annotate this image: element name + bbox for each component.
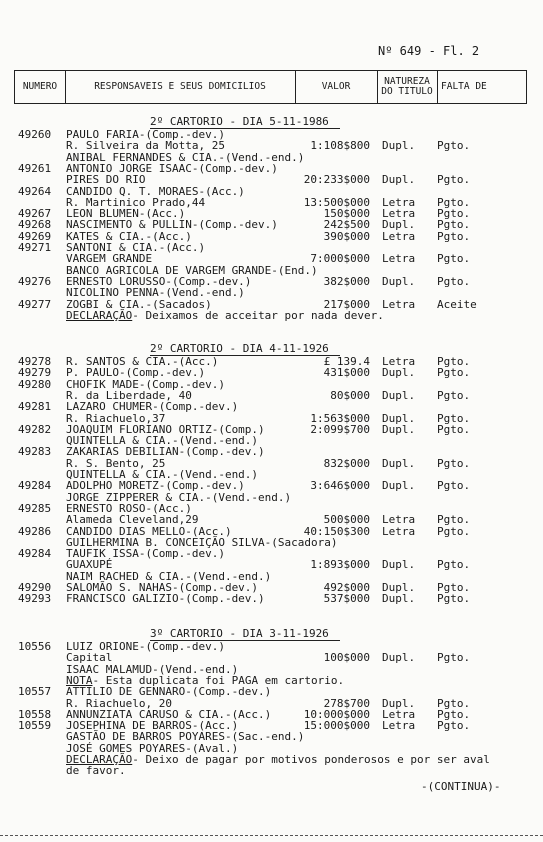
entry-falta: Pgto.	[437, 513, 471, 527]
entry-text: SANTONI & CIA.-(Acc.)	[66, 241, 206, 254]
entry-number: 10559	[18, 719, 52, 733]
entry-text: ZOGBI & CIA.-(Sacados)	[66, 297, 212, 311]
entry-text: KATES & CIA.-(Acc.)	[66, 229, 192, 243]
entry-number: 10558	[18, 707, 52, 721]
entry-text: R. Riachuelo,37	[66, 411, 166, 425]
entry-valor: 10:000$000	[303, 707, 370, 721]
entry-valor: 1:563$000	[310, 411, 370, 425]
entry-text: CHOFIK MADE-(Comp.-dev.)	[66, 377, 225, 391]
entry-text: ISAAC MALAMUD-(Vend.-end.)	[66, 662, 239, 676]
entry-tipo: Letra	[382, 707, 416, 721]
entry-tipo: Dupl.	[382, 558, 416, 572]
entry-text: P. PAULO-(Comp.-dev.)	[66, 366, 206, 380]
entry-tipo: Dupl.	[382, 581, 416, 594]
entry-valor: 2:099$700	[310, 422, 370, 436]
entry-number: 49277	[18, 297, 52, 311]
entry-tipo: Letra	[382, 297, 416, 311]
entry-text: QUINTELLA & CIA.-(Vend.-end.)	[66, 434, 259, 448]
entry-valor: 7:000$000	[310, 252, 370, 266]
entry-text: PAULO FARIA-(Comp.-dev.)	[66, 128, 225, 141]
entry-number: 49261	[18, 161, 52, 175]
entry-tipo: Letra	[382, 195, 416, 209]
entry-number: 49268	[18, 218, 52, 232]
entry-tipo: Dupl.	[382, 139, 416, 153]
entry-falta: Pgto.	[437, 195, 471, 209]
entry-falta: Pgto.	[437, 229, 471, 243]
entry-number: 49283	[18, 445, 52, 459]
entry-falta: Pgto.	[437, 707, 471, 721]
entry-text: R. da Liberdade, 40	[66, 388, 192, 402]
entry-text: ERNESTO ROSO-(Acc.)	[66, 501, 192, 515]
entry-tipo: Dupl.	[382, 456, 416, 470]
entry-falta: Pgto.	[437, 173, 471, 187]
entry-text: R. Martinico Prado,44	[66, 195, 206, 209]
entry-valor: 832$000	[323, 456, 370, 470]
entry-text: R. Riachuelo, 20	[66, 696, 172, 710]
entry-falta: Aceite	[437, 297, 477, 311]
entry-falta: Pgto.	[437, 388, 471, 402]
entry-number: 49276	[18, 274, 52, 288]
entry-number: 10556	[18, 640, 52, 653]
entry-text: ATTILIO DE GENNARO-(Comp.-dev.)	[66, 685, 272, 699]
entry-tipo: Dupl.	[382, 274, 416, 288]
entry-text: BANCO AGRICOLA DE VARGEM GRANDE-(End.)	[66, 263, 318, 277]
entry-tipo: Dupl.	[382, 366, 416, 380]
entry-tipo: Dupl.	[382, 651, 416, 665]
entry-falta: Pgto.	[437, 592, 471, 606]
entry-valor: 500$000	[323, 513, 370, 527]
entry-number: 49281	[18, 400, 52, 414]
entry-text: CANDIDO Q. T. MORAES-(Acc.)	[66, 184, 245, 198]
entry-number: 49284	[18, 547, 52, 561]
entry-text: GUAXUPÉ	[66, 558, 113, 572]
entry-number: 49279	[18, 366, 52, 380]
entry-valor: 13:500$000	[303, 195, 370, 209]
page-number: Nº 649 - Fl. 2	[378, 44, 480, 58]
entry-text: GUILHERMINA B. CONCEIÇÃO SILVA-(Sacadora)	[66, 535, 338, 549]
entry-valor: 3:646$000	[310, 479, 370, 493]
entry-number: 49271	[18, 241, 52, 254]
entry-valor: 390$000	[323, 229, 370, 243]
entry-falta: Pgto.	[437, 456, 471, 470]
entry-falta: Pgto.	[437, 139, 471, 153]
entry-number: 10557	[18, 685, 52, 699]
entry-text: LAZARO CHUMER-(Comp.-dev.)	[66, 400, 239, 414]
entry-text: de favor.	[66, 764, 126, 778]
entry-valor: 100$000	[323, 651, 370, 665]
entry-text: ZAKARIAS DEBILIAN-(Comp.-dev.)	[66, 445, 265, 459]
entry-valor: £ 139.4	[323, 355, 370, 368]
table-header	[14, 70, 527, 104]
entry-valor: 278$700	[323, 696, 370, 710]
entry-falta: Pgto.	[437, 207, 471, 221]
entry-text: QUINTELLA & CIA.-(Vend.-end.)	[66, 468, 259, 481]
entry-tipo: Dupl.	[382, 479, 416, 493]
entry-text: JOSÉ GOMES POYARES-(Aval.)	[66, 741, 239, 755]
entry-valor: 431$000	[323, 366, 370, 380]
entry-tipo: Letra	[382, 719, 416, 733]
entry-valor: 242$500	[323, 218, 370, 232]
entry-tipo: Letra	[382, 252, 416, 266]
entry-falta: Pgto.	[437, 719, 471, 733]
entry-valor: 15:000$000	[303, 719, 370, 733]
entry-falta: Pgto.	[437, 411, 471, 425]
entry-valor: 40:150$300	[303, 524, 370, 538]
section-title: 2º CARTORIO - DIA 5-11-1986	[150, 115, 329, 128]
entry-text: VARGEM GRANDE	[66, 252, 153, 266]
entry-valor: 382$000	[323, 274, 370, 288]
entry-number: 49285	[18, 501, 52, 515]
entry-text: ADOLPHO MORETZ-(Comp.-dev.)	[66, 479, 245, 493]
entry-number: 49290	[18, 581, 52, 594]
entry-falta: Pgto.	[437, 274, 471, 288]
entry-text: NICOLINO PENNA-(Vend.-end.)	[66, 286, 245, 300]
entry-tipo: Dupl.	[382, 592, 416, 606]
entry-valor: 80$000	[330, 388, 370, 402]
entry-valor: 150$000	[323, 207, 370, 221]
entry-number: 49284	[18, 479, 52, 493]
continua-label: -(CONTINUA)-	[421, 780, 501, 793]
entry-number: 49278	[18, 355, 52, 368]
entry-number: 49280	[18, 377, 52, 391]
entry-valor: 20:233$000	[303, 173, 370, 187]
header-responsaveis: RESPONSAVEIS E SEUS DOMICILIOS	[94, 81, 266, 92]
entry-number: 49260	[18, 128, 52, 141]
entry-tipo: Letra	[382, 207, 416, 221]
entry-tipo: Dupl.	[382, 388, 416, 402]
entry-tipo: Letra	[382, 355, 416, 368]
entry-falta: Pgto.	[437, 524, 471, 538]
entry-number: 49264	[18, 184, 52, 198]
entry-valor: 492$000	[323, 581, 370, 594]
entry-valor: 1:108$800	[310, 139, 370, 153]
entry-valor: 217$000	[323, 297, 370, 311]
header-falta: FALTA DE	[441, 81, 487, 92]
entry-text: LEON BLUMEN-(Acc.)	[66, 207, 186, 221]
entry-falta: Pgto.	[437, 355, 471, 368]
entry-falta: Pgto.	[437, 218, 471, 232]
entry-number: 49293	[18, 592, 52, 606]
entry-text: SALOMÃO S. NAHAS-(Comp.-dev.)	[66, 581, 259, 594]
entry-tipo: Letra	[382, 513, 416, 527]
entry-text: PIRES DO RIO	[66, 173, 146, 187]
entry-text: ERNESTO LORUSSO-(Comp.-dev.)	[66, 274, 252, 288]
entry-text: R. Silveira da Motta, 25	[66, 139, 225, 153]
entry-text: JORGE ZIPPERER & CIA.-(Vend.-end.)	[66, 490, 292, 504]
entry-text: ANTONIO JORGE ISAAC-(Comp.-dev.)	[66, 161, 278, 175]
entry-text: LUIZ ORIONE-(Comp.-dev.)	[66, 640, 225, 653]
entry-number: 49269	[18, 229, 52, 243]
entry-text: JOSEPHINA DE BARROS-(Acc.)	[66, 719, 239, 733]
entry-valor: 1:893$000	[310, 558, 370, 572]
entry-text: NASCIMENTO & PULLIN-(Comp.-dev.)	[66, 218, 278, 232]
entry-text: ANIBAL FERNANDES & CIA.-(Vend.-end.)	[66, 150, 305, 164]
entry-text: R. SANTOS & CIA.-(Acc.)	[66, 355, 219, 368]
entry-text: Capital	[66, 651, 113, 665]
header-numero: NUMERO	[22, 81, 58, 92]
entry-text: CANDIDO DIAS MELLO-(Acc.)	[66, 524, 232, 538]
entry-valor: 537$000	[323, 592, 370, 606]
entry-text: R. S. Bento, 25	[66, 456, 166, 470]
section-title: 3º CARTORIO - DIA 3-11-1926	[150, 627, 329, 640]
entry-falta: Pgto.	[437, 651, 471, 665]
entry-falta: Pgto.	[437, 422, 471, 436]
entry-tipo: Dupl.	[382, 422, 416, 436]
entry-falta: Pgto.	[437, 252, 471, 266]
entry-tipo: Letra	[382, 524, 416, 538]
entry-tipo: Dupl.	[382, 411, 416, 425]
header-natureza: NATUREZA DO TITULO	[381, 76, 433, 97]
entry-tipo: Dupl.	[382, 218, 416, 232]
entry-note: NOTA- Esta duplicata foi PAGA em cartorio.	[66, 673, 345, 687]
entry-falta: Pgto.	[437, 479, 471, 493]
entry-tipo: Letra	[382, 229, 416, 243]
entry-number: 49267	[18, 207, 52, 221]
header-valor: VALOR	[321, 81, 351, 92]
entry-number: 49286	[18, 524, 52, 538]
entry-note: DECLARAÇÃO- Deixo de pagar por motivos ponderosos e por ser aval	[66, 753, 490, 766]
entry-tipo: Dupl.	[382, 173, 416, 187]
entry-falta: Pgto.	[437, 581, 471, 594]
entry-number: 49282	[18, 422, 52, 436]
entry-note: DECLARAÇÃO- Deixamos de acceitar por nada dever.	[66, 308, 384, 322]
bottom-edge	[0, 835, 543, 836]
entry-text: TAUFIK ISSA-(Comp.-dev.)	[66, 547, 225, 561]
entry-text: ANNUNZIATA CARUSO & CIA.-(Acc.)	[66, 707, 272, 721]
entry-text: Alameda Cleveland,29	[66, 513, 199, 527]
entry-text: NAIM RACHED & CIA.-(Vend.-end.)	[66, 569, 272, 583]
entry-text: JOAQUIM FLORIANO ORTIZ-(Comp.)	[66, 422, 265, 436]
entry-text: GASTÃO DE BARROS POYARES-(Sac.-end.)	[66, 730, 305, 744]
entry-tipo: Dupl.	[382, 696, 416, 710]
entry-falta: Pgto.	[437, 558, 471, 572]
entry-text: FRANCISCO GALIZIO-(Comp.-dev.)	[66, 592, 265, 606]
entry-falta: Pgto.	[437, 366, 471, 380]
entry-falta: Pgto.	[437, 696, 471, 710]
section-title: 2º CARTORIO - DIA 4-11-1926	[150, 342, 329, 355]
